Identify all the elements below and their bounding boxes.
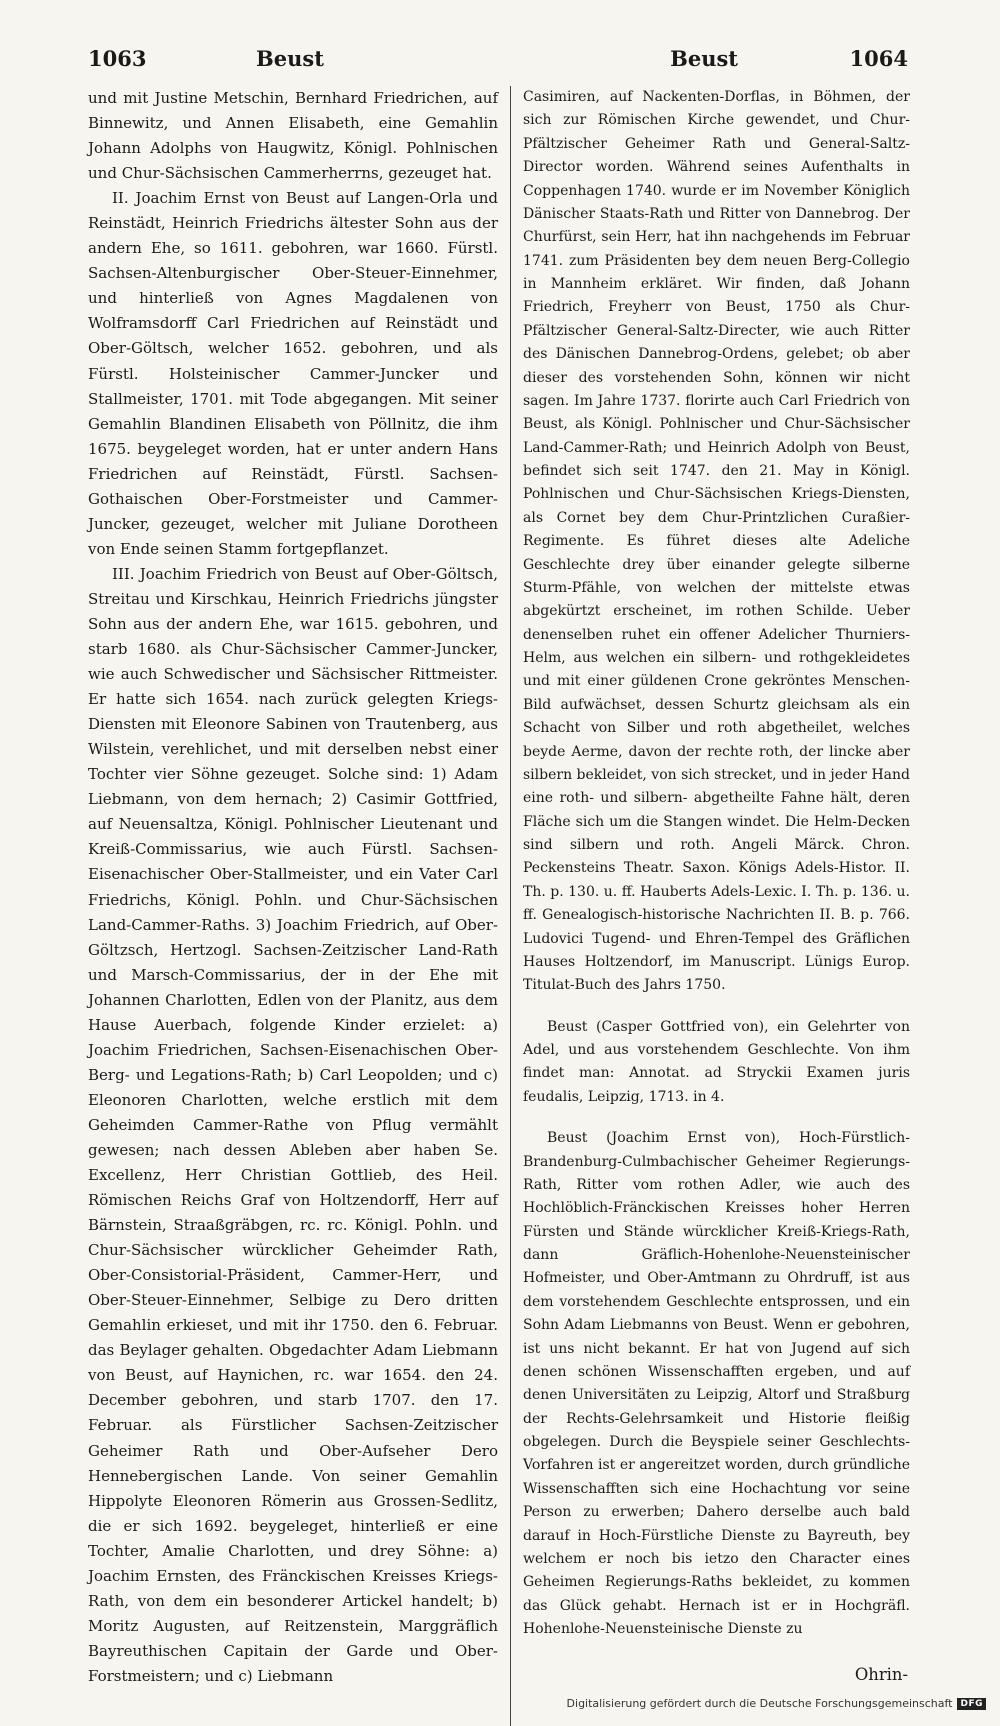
left-column <box>88 86 498 1689</box>
paragraph: II. Joachim Ernst von Beust auf Langen-Orla und Reinstädt, Heinrich Friedrichs ältester Sohn aus der andern Ehe, so 1611. gebohren, war 1660. Fürstl. Sachsen-Altenburgischer Ober-Steuer-Einnehmer, und hinterließ von Agnes Magdalenen von Wolframsdorff Carl Friedrichen auf Reinstädt und Ober-Göltsch, welcher 1652. gebohren, und als Fürstl. Holsteinischer Cammer-Juncker und Stallmeister, 1701. mit Tode abgegangen. Mit seiner Gemahlin Blandinen Elisabeth von Pöllnitz, die ihm 1675. beygeleget worden, hat er unter andern Hans Friedrichen auf Reinstädt, Fürstl. Sachsen-Gothaischen Ober-Forstmeister und Cammer-Juncker, gezeuget, welcher mit Juliane Dorotheen von Ende seinen Stamm fortgepflanzet. <box>88 189 498 558</box>
paragraph: Casimiren, auf Nackenten-Dorflas, in Böhmen, der sich zur Römischen Kirche gewendet, und Chur-Pfältzischer Geheimer Rath und General-Saltz-Director worden. Während seines Aufenthalts in Coppenhagen 1740. wurde er im November Königlich Dänischer Staats-Rath und Ritter von Dannebrog. Der Churfürst, sein Herr, hat ihn nachgehends im Februar 1741. zum Präsidenten bey dem neuen Berg-Collegio in Mannheim erkläret. Wir finden, daß Johann Friedrich, Freyherr von Beust, 1750 als Chur-Pfältzischer General-Saltz-Directer, wie auch Ritter des Dänischen Dannebrog-Ordens, gelebet; ob aber dieser des vorstehenden Sohn, können wir nicht sagen. Im Jahre 1737. florirte auch Carl Friedrich von Beust, als Königl. Pohlnischer und Chur-Sächsischer Land-Cammer-Rath; und Heinrich Adolph von Beust, befindet sich seit 1747. den 21. May in Königl. Pohlnischen und Chur-Sächsischen Kriegs-Diensten, als Cornet bey dem Chur-Printzlichen Curaßier-Regimente. Es führet dieses alte Adeliche Geschlechte drey über einander gelegte silberne Sturm-Pfähle, von welchen der mittelste etwas abgekürtzt erscheinet, im rothen Schilde. Ueber denenselben ruhet ein offener Adelicher Thurniers-Helm, aus welchen ein silbern- und rothgekleidetes und mit einer güldenen Crone gekröntes Menschen-Bild aufwächset, dessen Schurtz gleichsam als ein Schacht von Silber und roth abgetheilet, welches beyde Aerme, davon der rechte roth, der lincke aber silbern bekleidet, von sich strecket, und in jeder Hand eine roth- und silbern- abgetheilte Fahne hält, deren Fläche sich um die Stangen windet. Die Helm-Decken sind silbern und roth. Angeli Märck. Chron. Peckensteins Theatr. Saxon. Königs Adels-Histor. II. Th. p. 130. u. ff. Hauberts Adels-Lexic. I. Th. p. 136. u. ff. Genealogisch-historische Nachrichten II. B. p. 766. Ludovici Tugend- und Ehren-Tempel des Gräflichen Hauses Holtzendorf, im Manuscript. Lünigs Europ. Titulat-Buch des Jahrs 1750. <box>523 89 910 994</box>
dfg-logo: DFG <box>957 1698 986 1710</box>
digitization-footer <box>567 1697 986 1710</box>
paragraph: III. Joachim Friedrich von Beust auf Ober-Göltsch, Streitau und Kirschkau, Heinrich Friedrichs jüngster Sohn aus der andern Ehe, war 1615. gebohren, und starb 1680. als Chur-Sächsischer Cammer-Juncker, wie auch Schwedischer und Sächsischer Rittmeister. Er hatte sich 1654. nach zurück gelegten Kriegs-Diensten mit Eleonore Sabinen von Trautenberg, aus Wilstein, verehlichet, und mit derselben nebst einer Tochter vier Söhne gezeuget. Solche sind: 1) Adam Liebmann, von dem hernach; 2) Casimir Gottfried, auf Neuensaltza, Königl. Pohlnischer Lieutenant und Kreiß-Commissarius, wie auch Fürstl. Sachsen-Eisenachischer Ober-Stallmeister, und ein Vater Carl Friedrichs, Königl. Pohln. und Chur-Sächsischen Land-Cammer-Raths. 3) Joachim Friedrich, auf Ober-Göltzsch, Hertzogl. Sachsen-Zeitzischer Land-Rath und Marsch-Commissarius, der in der Ehe mit Johannen Charlotten, Edlen von der Planitz, aus dem Hause Auerbach, folgende Kinder erzielet: a) Joachim Friedrichen, Sachsen-Eisenachischen Ober-Berg- und Legations-Rath; b) Carl Leopolden; und c) Eleonoren Charlotten, welche erstlich mit dem Geheimden Cammer-Rathe von Pflug vermählt gewesen; nach dessen Ableben aber haben Se. Excellenz, Herr Christian Gottlieb, des Heil. Römischen Reichs Graf von Holtzendorff, Herr auf Bärnstein, Straaßgräbgen, rc. rc. Königl. Pohln. und Chur-Sächsischer würcklicher Geheimder Rath, Ober-Consistorial-Präsident, Cammer-Herr, und Ober-Steuer-Einnehmer, Selbige zu Dero dritten Gemahlin erkieset, und mit ihr 1750. den 6. Februar. das Beylager gehalten. Obgedachter Adam Liebmann von Beust, auf Haynichen, rc. war 1654. den 24. December gebohren, und starb 1707. den 17. Februar. als Fürstlicher Sachsen-Zeitzischer Geheimer Rath und Ober-Aufseher Dero Hennebergischen Lande. Von seiner Gemahlin Hippolyte Eleonoren Römerin aus Grossen-Sedlitz, die er sich 1692. beygeleget, hinterließ er eine Tochter, Amalie Charlotten, und drey Söhne: a) Joachim Ernsten, des Fränckischen Kreisses Kriegs-Rath, von dem ein besonderer Artickel handelt; b) Moritz Augusten, auf Reitzenstein, Marggräflich Bayreuthischen Capitain der Garde und Ober-Forstmeistern; und c) Liebmann <box>88 564 498 1685</box>
page-header <box>88 46 908 86</box>
running-head-right: Beust <box>670 46 738 71</box>
right-column <box>523 86 910 1641</box>
paragraph: und mit Justine Metschin, Bernhard Friedrichen, auf Binnewitz, und Annen Elisabeth, eine Gemahlin Johann Adolphs von Haugwitz, Königl. Pohlnischen und Chur-Sächsischen Cammerherrns, gezeuget hat. <box>88 89 498 183</box>
entry-paragraph: Beust (Casper Gottfried von), ein Gelehrter von Adel, und aus vorstehendem Geschlechte. Von ihm findet man: Annotat. ad Stryckii Examen juris feudalis, Leipzig, 1713. in 4. <box>523 1018 910 1105</box>
running-head-left: Beust <box>256 46 324 71</box>
entry-paragraph: Beust (Joachim Ernst von), Hoch-Fürstlich-Brandenburg-Culmbachischer Geheimer Regierungs-Rath, Ritter vom rothen Adler, wie auch des Hochlöblich-Fränckischen Kreisses hoher Herren Fürsten und Stände würcklicher Kreiß-Kriegs-Rath, dann Gräflich-Hohenlohe-Neuensteinischer Hofmeister, und Ober-Amtmann zu Ohrdruff, ist aus dem vorstehendem Geschlechte entsprossen, und ein Sohn Adam Liebmanns von Beust. Wenn er gebohren, ist uns nicht bekannt. Er hat von Jugend auf sich denen schönen Wissenschafften ergeben, und auf denen Universitäten zu Leipzig, Altorf und Straßburg der Rechts-Gelehrsamkeit und Historie fleißig obgelegen. Durch die Beyspiele seiner Geschlechts-Vorfahren ist er angereitzet worden, durch gründliche Wissenschafften sich eine Hochachtung vor seine Person zu erwerben; Dahero derselbe auch bald darauf in Hoch-Fürstliche Dienste zu Bayreuth, bey welchem er noch bis ietzo den Character eines Geheimen Regierungs-Raths bekleidet, zu kommen das Glück gehabt. Hernach ist er in Hochgräfl. Hohenlohe-Neuensteinische Dienste zu <box>523 1130 910 1637</box>
catchword: Ohrin- <box>854 1665 908 1684</box>
column-divider <box>510 86 511 1726</box>
footer-text: Digitalisierung gefördert durch die Deutsche Forschungsgemeinschaft <box>566 1697 953 1710</box>
page-number-right: 1064 <box>849 46 908 71</box>
page-number-left: 1063 <box>88 46 147 71</box>
